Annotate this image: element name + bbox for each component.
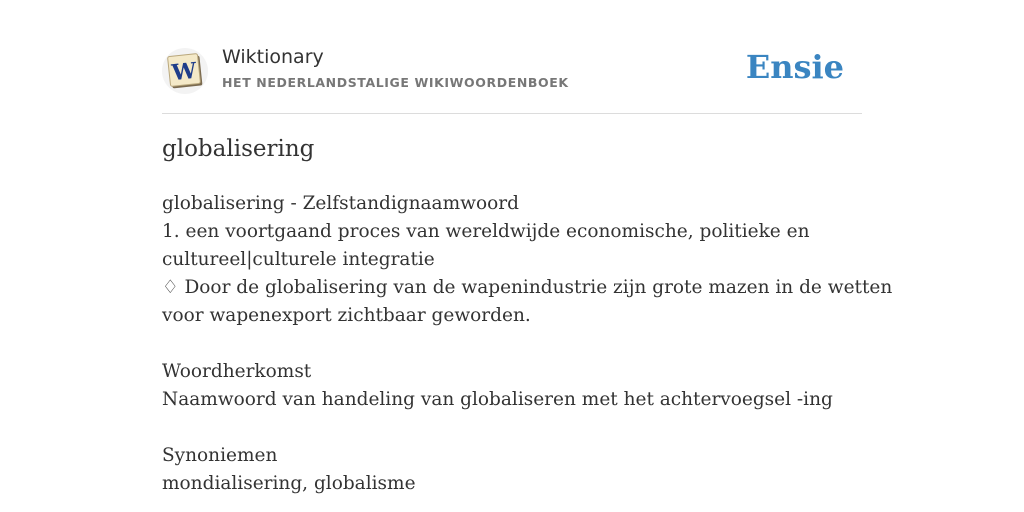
spacer [162, 330, 852, 358]
synonyms-text: mondialisering, globalisme [162, 473, 416, 494]
spacer [162, 414, 852, 442]
page-title: globalisering [162, 136, 315, 162]
part-of-speech-line: globalisering - Zelfstandignaamwoord [162, 193, 519, 214]
brand-tagline: HET NEDERLANDSTALIGE WIKIWOORDENBOEK [222, 75, 569, 90]
dictionary-entry [162, 190, 893, 498]
ensie-logo[interactable]: Ensie [745, 48, 844, 86]
wiktionary-logo-icon[interactable] [162, 48, 208, 94]
synonyms-heading: Synoniemen [162, 445, 278, 466]
example-line: ♢ Door de globalisering van de wapenindustrie zijn grote mazen in de wetten [162, 277, 893, 298]
example-line: voor wapenexport zichtbaar geworden. [162, 305, 531, 326]
etymology-heading: Woordherkomst [162, 361, 312, 382]
definition-line: 1. een voortgaand proces van wereldwijde economische, politieke en [162, 221, 810, 242]
site-header [162, 40, 862, 114]
brand-name[interactable]: Wiktionary [222, 46, 324, 68]
svg-text:W: W [170, 57, 198, 87]
definition-line: cultureel|culturele integratie [162, 249, 435, 270]
etymology-text: Naamwoord van handeling van globaliseren met het achtervoegsel -ing [162, 389, 833, 410]
